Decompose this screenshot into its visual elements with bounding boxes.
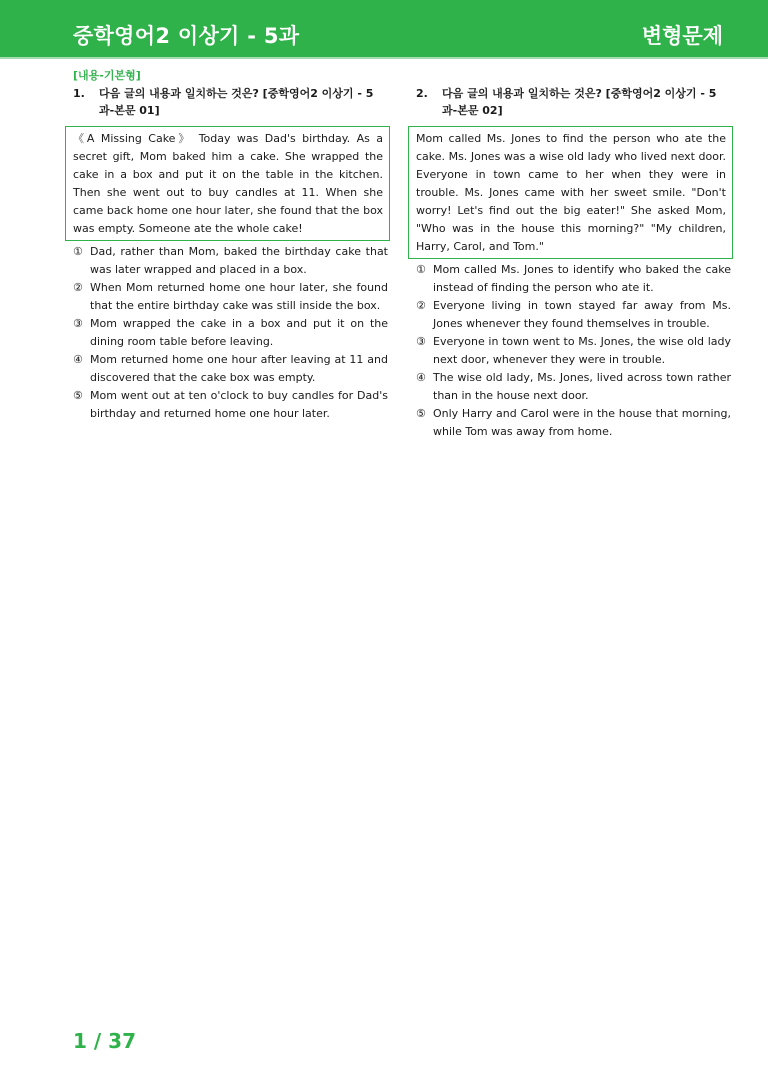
- option-text: Dad, rather than Mom, baked the birthday cake that was later wrapped and placed in a box.: [90, 245, 388, 276]
- header-title: 중학영어2 이상기 - 5과: [73, 24, 300, 48]
- option-marker: ②: [416, 299, 426, 312]
- question-2-prompt: 다음 글의 내용과 일치하는 것은? [중학영어2 이상기 - 5과-본문 02]: [442, 87, 717, 117]
- option-marker: ④: [416, 371, 426, 384]
- option-text: Mom called Ms. Jones to identify who baked the cake instead of finding the person who ate it.: [433, 263, 731, 294]
- option-text: Everyone living in town stayed far away from Ms. Jones whenever they found themselves in trouble.: [433, 299, 731, 330]
- question-1-prompt: 다음 글의 내용과 일치하는 것은? [중학영어2 이상기 - 5과-본문 01]: [99, 87, 374, 117]
- header-divider: [0, 57, 768, 59]
- header-right-label: 변형문제: [641, 24, 723, 48]
- option-marker: ⑤: [73, 389, 83, 402]
- question-1-options: [65, 243, 390, 423]
- question-2-option-5[interactable]: [408, 405, 733, 441]
- option-marker: ③: [73, 317, 83, 330]
- question-1-passage: 《A Missing Cake》 Today was Dad's birthday. As a secret gift, Mom baked him a cake. She wrapped the cake in a box and put it on the table in the kitchen. Then she went out to buy candles at 11. When she came back home one hour later, she found that the box was empty. Someone ate the whole cake!: [65, 126, 390, 241]
- option-text: The wise old lady, Ms. Jones, lived across town rather than in the house next door.: [433, 371, 731, 402]
- question-1: [65, 85, 390, 423]
- question-1-option-2[interactable]: [65, 279, 390, 315]
- header-bar: [0, 0, 768, 57]
- category-label: [내용-기본형]: [73, 69, 141, 82]
- question-2-header: [408, 85, 733, 119]
- question-2: [408, 85, 733, 441]
- question-2-option-2[interactable]: [408, 297, 733, 333]
- option-text: Mom went out at ten o'clock to buy candles for Dad's birthday and returned home one hour later.: [90, 389, 388, 420]
- option-marker: ②: [73, 281, 83, 294]
- question-2-option-4[interactable]: [408, 369, 733, 405]
- question-2-number: 2.: [416, 87, 428, 100]
- option-marker: ①: [73, 245, 83, 258]
- option-text: Only Harry and Carol were in the house that morning, while Tom was away from home.: [433, 407, 731, 438]
- page-number: 1 / 37: [73, 1029, 136, 1053]
- question-1-number: 1.: [73, 87, 85, 100]
- question-1-option-4[interactable]: [65, 351, 390, 387]
- option-text: Mom wrapped the cake in a box and put it on the dining room table before leaving.: [90, 317, 388, 348]
- question-2-option-3[interactable]: [408, 333, 733, 369]
- option-marker: ④: [73, 353, 83, 366]
- question-1-option-3[interactable]: [65, 315, 390, 351]
- question-1-option-1[interactable]: [65, 243, 390, 279]
- option-marker: ⑤: [416, 407, 426, 420]
- option-text: Mom returned home one hour after leaving at 11 and discovered that the cake box was empty.: [90, 353, 388, 384]
- question-1-header: [65, 85, 390, 119]
- question-1-option-5[interactable]: [65, 387, 390, 423]
- question-2-options: [408, 261, 733, 441]
- question-2-passage: Mom called Ms. Jones to find the person who ate the cake. Ms. Jones was a wise old lady who lived next door. Everyone in town came to her when they were in trouble. Ms. Jones came with her sweet smile. "Don't worry! Let's find out the big eater!" She asked Mom, "Who was in the house this morning?" "My children, Harry, Carol, and Tom.": [408, 126, 733, 259]
- option-marker: ③: [416, 335, 426, 348]
- option-text: When Mom returned home one hour later, she found that the entire birthday cake was still inside the box.: [90, 281, 388, 312]
- option-text: Everyone in town went to Ms. Jones, the wise old lady next door, whenever they were in trouble.: [433, 335, 731, 366]
- option-marker: ①: [416, 263, 426, 276]
- question-2-option-1[interactable]: [408, 261, 733, 297]
